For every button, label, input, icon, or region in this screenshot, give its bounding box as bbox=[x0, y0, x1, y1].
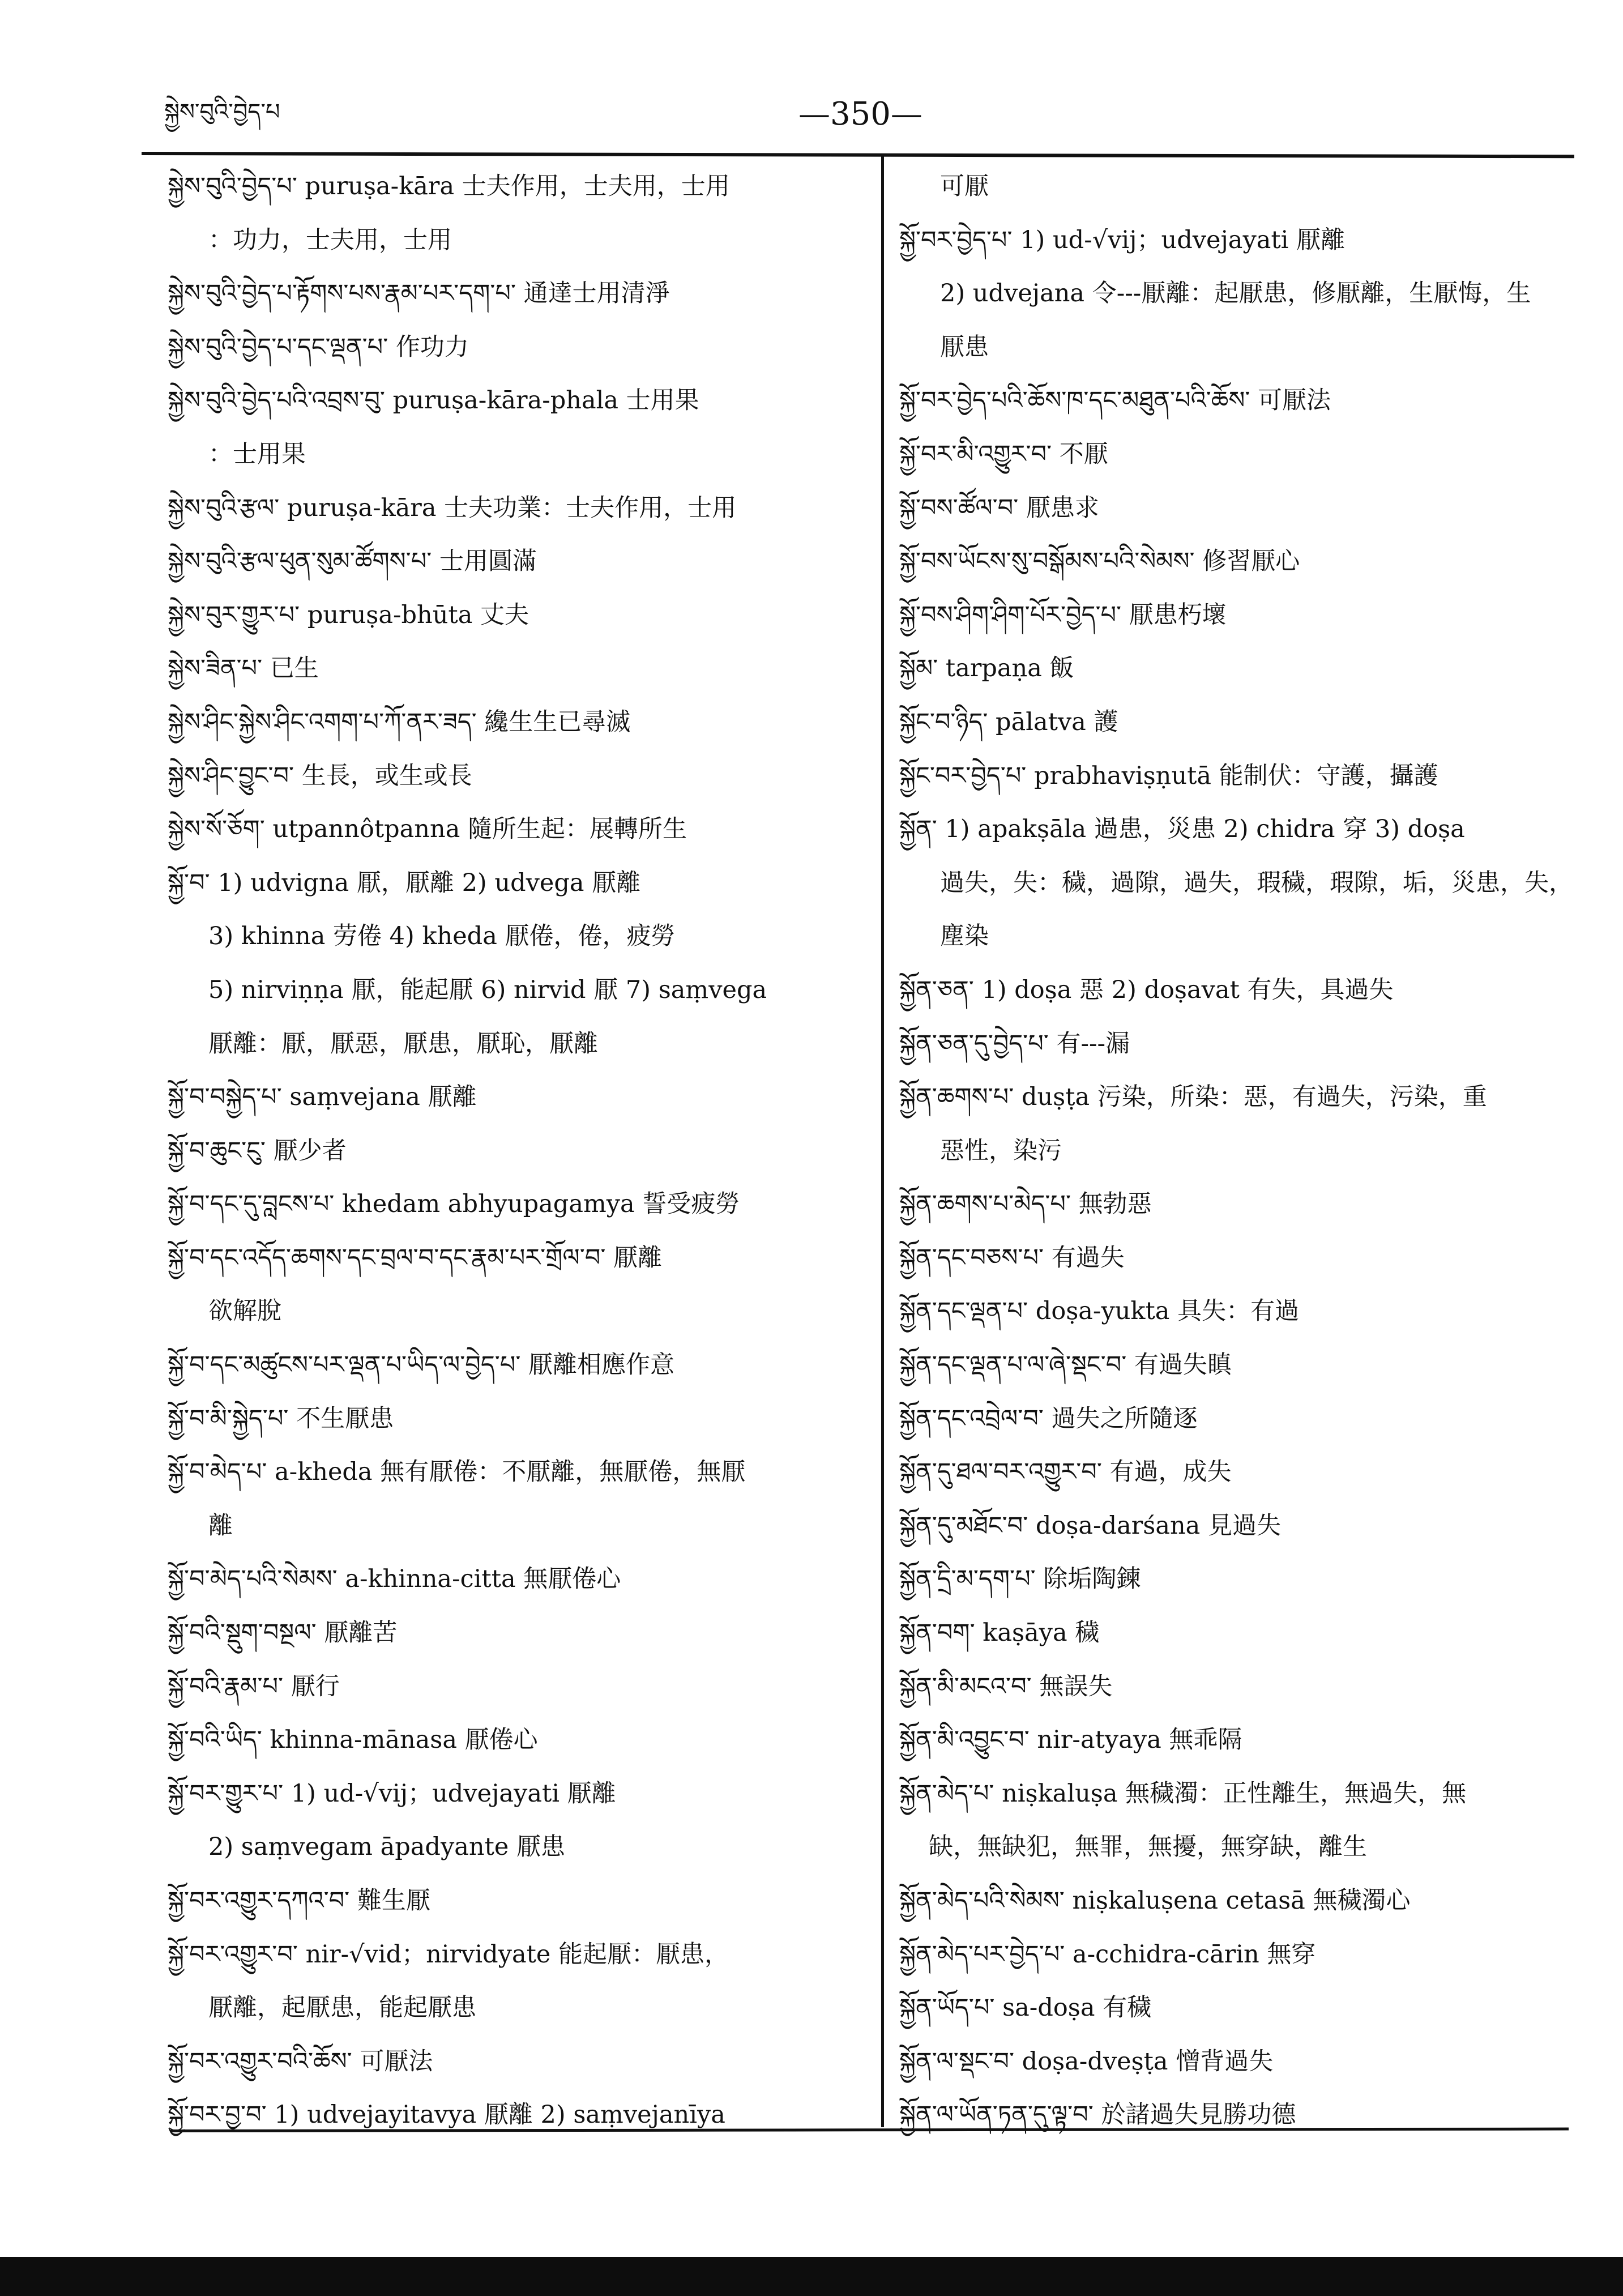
dictionary-entry-line: 5) nirviṇṇa 厭，能起厭 6) nirvid 厭 7) saṃvega bbox=[208, 975, 767, 1004]
dictionary-entry-line: སྐྱོ་བ་དང་མཚུངས་པར་ལྡན་པ་ཡིད་ལ་བྱེད་པ་ 厭離相應作意 bbox=[168, 1351, 675, 1380]
dictionary-entry-line: 厭離：厭，厭惡，厭患，厭恥，厭離 bbox=[208, 1029, 598, 1058]
dictionary-entry-line: 可厭 bbox=[940, 172, 989, 200]
dictionary-entry-line: སྐྱོ་བར་བྱེད་པ་ 1) ud-√vij；udvejayati 厭離 bbox=[899, 225, 1346, 254]
dictionary-entry-line: སྐྱོན་དང་ལྡན་པ་ doṣa-yukta 具失：有過 bbox=[899, 1297, 1300, 1326]
dictionary-entry-line: སྐྱོ་བ་མི་སྐྱེད་པ་ 不生厭患 bbox=[168, 1404, 394, 1433]
dictionary-entry-line: 3) khinna 劳倦 4) kheda 厭倦，倦，疲勞 bbox=[208, 922, 676, 951]
dictionary-entry-line: སྐྱོ་བ་བསྐྱེད་པ་ saṃvejana 厭離 bbox=[168, 1083, 477, 1112]
dictionary-entry-line: སྐྱེས་བུའི་བྱེད་པ་དང་ལྡན་པ་ 作功力 bbox=[168, 332, 469, 361]
dictionary-entry-line: སྐྱོན་མེད་པ་ niṣkaluṣa 無穢濁：正性離生，無過失，無 bbox=[899, 1779, 1467, 1808]
dictionary-entry-line: སྐྱོ་བས་ཡོངས་སུ་བསྒོམས་པའི་སེམས་ 修習厭心 bbox=[899, 547, 1300, 576]
dictionary-entry-line: 欲解脫 bbox=[208, 1297, 281, 1326]
dictionary-entry-line: 缺，無缺犯，無罪，無擾，無穿缺，離生 bbox=[929, 1833, 1367, 1862]
dictionary-entry-line: སྐྱོ་བར་མི་འགྱུར་བ་ 不厭 bbox=[899, 439, 1108, 468]
dictionary-entry-line: 2) udvejana 令---厭離：起厭患，修厭離，生厭悔，生 bbox=[940, 279, 1531, 308]
dictionary-entry-line: སྐྱོན་ཆགས་པ་མེད་པ་ 無勃惡 bbox=[899, 1190, 1152, 1219]
dictionary-entry-line: སྐྱོན་མེད་པར་བྱེད་པ་ a-cchidra-cārin 無穿 bbox=[899, 1940, 1316, 1969]
dictionary-entry-line: སྐྱོན་བག་ kaṣāya 穢 bbox=[899, 1619, 1100, 1648]
dictionary-entry-line: སྐྱོན་ཅན་ 1) doṣa 惡 2) doṣavat 有失，具過失 bbox=[899, 975, 1394, 1004]
dictionary-entry-line: སྐྱོ་བའི་སྡུག་བསྔལ་ 厭離苦 bbox=[168, 1619, 398, 1648]
dictionary-entry-line: སྐྱེས་ཤིང་སྐྱེས་ཤིང་འགག་པ་ཀོ་ནར་ཟད་ 纔生生已尋滅 bbox=[168, 707, 631, 736]
dictionary-entry-line: 塵染 bbox=[940, 922, 989, 951]
dictionary-entry-line: སྐྱོན་དང་ལྡན་པ་ལ་ཞེ་སྡང་བ་ 有過失瞋 bbox=[899, 1351, 1232, 1380]
dictionary-entry-line: སྐྱེས་བུའི་བྱེད་པ་ puruṣa-kāra 士夫作用，士夫用，士用 bbox=[168, 172, 730, 200]
dictionary-entry-line: སྐྱོ་བར་བྱེད་པའི་ཆོས་ཁ་དང་མཐུན་པའི་ཆོས་ 可厭法 bbox=[899, 386, 1331, 415]
dictionary-entry-line: སྐྱེས་སོ་ཅོག་ utpannôtpanna 隨所生起：展轉所生 bbox=[168, 815, 687, 844]
dictionary-entry-line: སྐྱེས་བུའི་བྱེད་པའི་འབྲས་བུ་ puruṣa-kāra-phala 士用果 bbox=[168, 386, 699, 415]
dictionary-entry-line: སྐྱོན་དྲི་མ་དག་པ་ 除垢陶鍊 bbox=[899, 1565, 1141, 1594]
right-column bbox=[899, 160, 1573, 2142]
dictionary-entry-line: སྐྱོ་བར་གྱུར་པ་ 1) ud-√vij；udvejayati 厭離 bbox=[168, 1779, 616, 1808]
left-column bbox=[168, 160, 864, 2142]
dictionary-entry-line: 惡性，染污 bbox=[940, 1136, 1062, 1165]
dictionary-entry-line: སྐྱོ་བའི་རྣམ་པ་ 厭行 bbox=[168, 1672, 340, 1701]
dictionary-entry-line: སྐྱོ་བ་དང་དུ་བླངས་པ་ khedam abhyupagamya 誓受疲勞 bbox=[168, 1190, 740, 1219]
dictionary-entry-line: 2) saṃvegam āpadyante 厭患 bbox=[208, 1833, 565, 1862]
dictionary-entry-line: 過失，失：穢，過隙，過失，瑕穢，瑕隙，垢，災患，失， bbox=[940, 868, 1573, 897]
dictionary-entry-line: སྐྱེས་བུའི་རྩལ་ཕུན་སུམ་ཚོགས་པ་ 士用圓滿 bbox=[168, 547, 537, 576]
dictionary-entry-line: སྐྱེས་ཟིན་པ་ 已生 bbox=[168, 654, 319, 683]
dictionary-entry-line: སྐྱོང་བ་ཉིད་ pālatva 護 bbox=[899, 707, 1118, 736]
dictionary-entry-line: སྐྱོ་བར་བྱ་བ་ 1) udvejayitavya 厭離 2) saṃvejanīya bbox=[168, 2101, 725, 2129]
dictionary-entry-line: སྐྱོ་བ་མེད་པའི་སེམས་ a-khinna-citta 無厭倦心 bbox=[168, 1565, 621, 1594]
running-head bbox=[164, 85, 280, 135]
dictionary-entry-line: སྐྱོན་མི་མངའ་བ་ 無誤失 bbox=[899, 1672, 1113, 1701]
dictionary-entry-line: སྐྱོན་མེད་པའི་སེམས་ niṣkaluṣena cetasā 無穢濁心 bbox=[899, 1887, 1411, 1915]
dictionary-entry-line: སྐྱོམ་ tarpaṇa 飯 bbox=[899, 654, 1074, 683]
dictionary-entry-line: སྐྱོ་བ་མེད་པ་ a-kheda 無有厭倦：不厭離，無厭倦，無厭 bbox=[168, 1458, 746, 1487]
dictionary-entry-line: སྐྱོན་ཆགས་པ་ duṣṭa 污染，所染：惡，有過失，污染，重 bbox=[899, 1083, 1487, 1112]
dictionary-entry-line: ：功力，士夫用，士用 bbox=[208, 225, 452, 254]
dictionary-entry-line: སྐྱོན་ལ་ཡོན་ཏན་དུ་ལྟ་བ་ 於諸過失見勝功德 bbox=[899, 2101, 1296, 2129]
page-number: —350— bbox=[798, 96, 922, 133]
column-divider bbox=[881, 156, 884, 2127]
dictionary-entry-line: སྐྱོན་ལ་སྡང་བ་ doṣa-dveṣṭa 憎背過失 bbox=[899, 2047, 1274, 2076]
dictionary-entry-line: སྐྱེས་བུའི་བྱེད་པ་རྟོགས་པས་རྣམ་པར་དག་པ་ 通達士用清淨 bbox=[168, 279, 670, 308]
dictionary-entry-line: སྐྱེས་བུའི་རྩལ་ puruṣa-kāra 士夫功業：士夫作用，士用 bbox=[168, 493, 737, 522]
running-head-text: སྐྱེས་བུའི་བྱེད་པ bbox=[164, 99, 280, 125]
dictionary-entry-line: སྐྱོན་མི་འབྱུང་བ་ nir-atyaya 無乖隔 bbox=[899, 1726, 1242, 1755]
dictionary-entry-line: 離 bbox=[208, 1511, 233, 1540]
dictionary-entry-line: སྐྱོ་བ་ཆུང་ངུ་ 厭少者 bbox=[168, 1136, 347, 1165]
dictionary-entry-line: སྐྱོ་བ་ 1) udvigna 厭，厭離 2) udvega 厭離 bbox=[168, 868, 641, 897]
dictionary-entry-line: སྐྱོ་བ་དང་འདོད་ཆགས་དང་བྲལ་བ་དང་རྣམ་པར་གྲོལ་བ་ 厭離 bbox=[168, 1243, 663, 1272]
dictionary-entry-line: སྐྱོན་དུ་ཐལ་བར་འགྱུར་བ་ 有過，成失 bbox=[899, 1458, 1232, 1487]
dictionary-entry-line: སྐྱོན་དང་འབྲེལ་བ་ 過失之所隨逐 bbox=[899, 1404, 1198, 1433]
dictionary-entry-line: སྐྱོན་དུ་མཐོང་བ་ doṣa-darśana 見過失 bbox=[899, 1511, 1281, 1540]
dictionary-entry-line: སྐྱོན་ཅན་དུ་བྱེད་པ་ 有---漏 bbox=[899, 1029, 1130, 1058]
dictionary-entry-line: སྐྱོ་བར་འགྱུར་བའི་ཆོས་ 可厭法 bbox=[168, 2047, 433, 2076]
header-rule bbox=[142, 152, 1574, 158]
dictionary-entry-line: སྐྱོན་དང་བཅས་པ་ 有過失 bbox=[899, 1243, 1125, 1272]
dictionary-entry-line: སྐྱོན་ 1) apakṣāla 過患，災患 2) chidra 穿 3) doṣa bbox=[899, 815, 1465, 844]
dictionary-entry-line: སྐྱོ་བས་ཚོལ་བ་ 厭患求 bbox=[899, 493, 1099, 522]
dictionary-entry-line: སྐྱེས་ཤིང་བྱུང་བ་ 生長，或生或長 bbox=[168, 761, 472, 790]
dictionary-entry-line: སྐྱོན་ཡོད་པ་ sa-doṣa 有穢 bbox=[899, 1994, 1152, 2022]
scan-edge-band bbox=[0, 2257, 1623, 2296]
dictionary-entry-line: སྐྱོ་བར་འགྱུར་དཀའ་བ་ 難生厭 bbox=[168, 1887, 430, 1915]
dictionary-entry-line: སྐྱེས་བུར་གྱུར་པ་ puruṣa-bhūta 丈夫 bbox=[168, 600, 529, 629]
dictionary-entry-line: 厭離，起厭患，能起厭患 bbox=[208, 1994, 476, 2022]
dictionary-entry-line: སྐྱོ་བའི་ཡིད་ khinna-mānasa 厭倦心 bbox=[168, 1726, 538, 1755]
dictionary-entry-line: ：士用果 bbox=[208, 439, 306, 468]
dictionary-entry-line: སྐྱོ་བས་ཤིག་ཤིག་པོར་བྱེད་པ་ 厭患朽壞 bbox=[899, 600, 1227, 629]
dictionary-entry-line: 厭患 bbox=[940, 332, 989, 361]
dictionary-entry-line: སྐྱོ་བར་འགྱུར་བ་ nir-√vid；nirvidyate 能起厭：厭患， bbox=[168, 1940, 729, 1969]
dictionary-entry-line: སྐྱོང་བར་བྱེད་པ་ prabhaviṣṇutā 能制伏：守護，攝護 bbox=[899, 761, 1438, 790]
